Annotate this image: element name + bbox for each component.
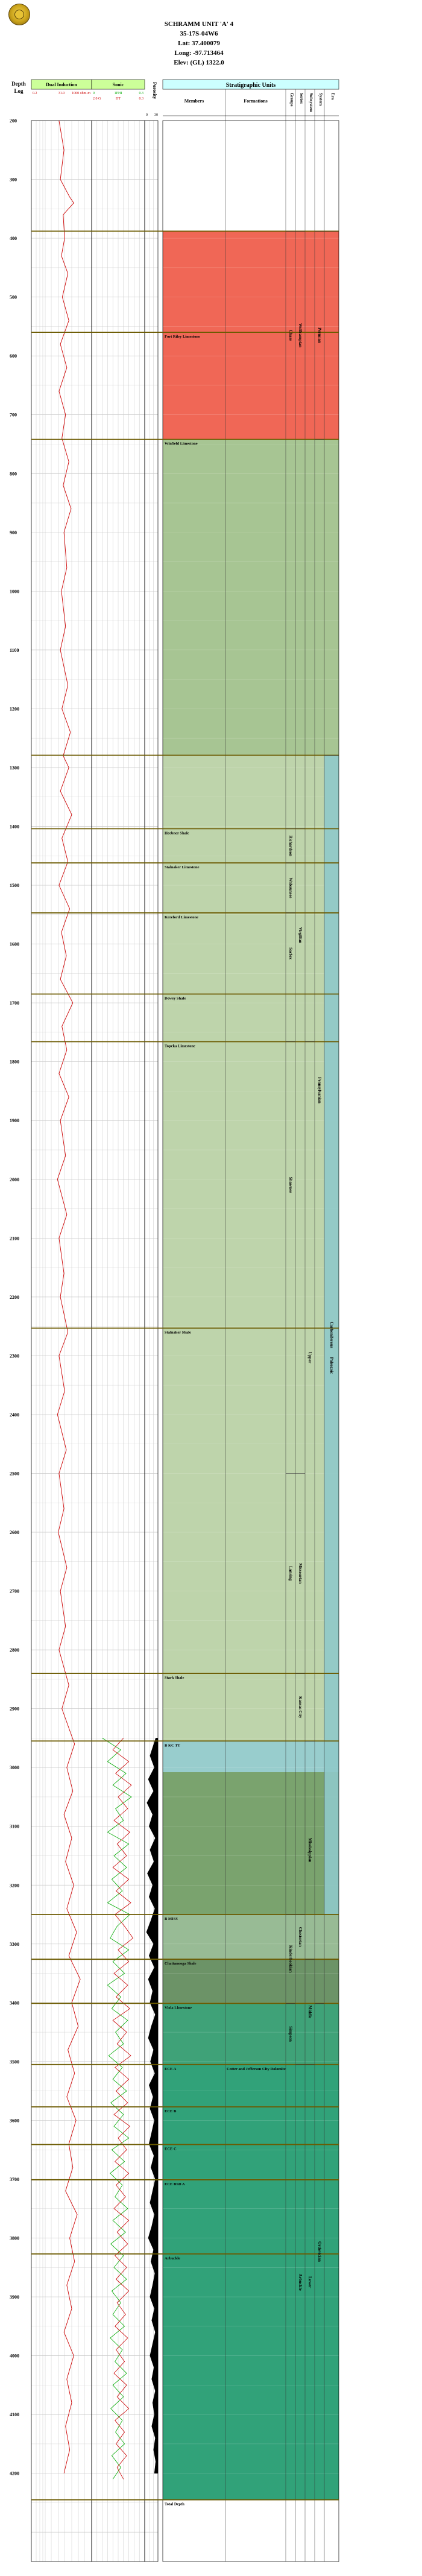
members-label: Members [184,98,204,104]
well-long: Long: -97.713464 [174,49,224,57]
depth-label: 900 [10,529,17,535]
member-label: Viola Limestone [165,2006,192,2010]
well-elev: Elev: (GL) 1322.0 [174,59,224,66]
depth-label: 1300 [10,765,19,771]
depth-label: 3100 [10,1823,19,1829]
strat-col-label-system_col: System [318,93,323,106]
depth-label: 3800 [10,2235,19,2241]
strat-col-label-series_col: Series [299,93,304,104]
member-label: Total Depth [165,2502,184,2507]
strat-col-label-subsystem_col: Subsystem [309,93,313,112]
well-location: 35-17S-04W6 [180,30,218,37]
band-penn-virgil [163,440,339,756]
strat-title: Stratigraphic Units [225,82,276,89]
strat-unit-series: Kansas City [298,1696,303,1719]
depth-label: 800 [10,471,17,477]
formations-label: Formations [244,98,268,104]
member-label: Chattanooga Shale [165,1962,197,1966]
depth-label: 1200 [10,706,19,712]
scale-di-mid: 31.0 [58,92,65,95]
member-label: ECE BSD A [165,2182,185,2186]
depth-label: 3200 [10,1883,19,1889]
depth-label: 200 [10,118,17,124]
strat-unit-subsystem: Mississippian [307,1837,312,1863]
strat-unit-subsystem: Middle [307,2005,312,2019]
member-label: Stark Shale [165,1676,184,1681]
strat-unit-groups: Richardson [288,835,293,857]
strat-unit-groups: Chase [288,329,293,341]
depth-label: 3500 [10,2059,19,2065]
depth-label: 1600 [10,941,19,947]
strat-unit-system: Ordovician [317,2241,322,2262]
depth-label: 2100 [10,1236,19,1242]
member-label: ECE B [165,2109,177,2114]
strat-unit-groups: Lansing [288,1566,293,1581]
depth-label: 1000 [10,589,19,595]
curve-gr [102,1738,131,2479]
strat-unit-subsystem: Lower [307,2276,312,2288]
depth-label: 3600 [10,2118,19,2124]
member-label: ECE A [165,2066,177,2071]
depth-label: 500 [10,294,17,300]
strat-unit-series: Chesterian [298,1927,303,1947]
scale-di-min: 0.2 [33,92,37,95]
member-label: Stalnaker Limestone [165,865,200,870]
member-label: Fort Riley Limestone [165,335,200,339]
depth-label: 1400 [10,824,19,830]
band-penn-missourian [163,755,339,1741]
strat-unit-groups: Sacfox [288,947,293,960]
strat-unit-series: Virgilian [298,927,303,944]
member-label: B KC TT [165,1743,180,1748]
well-lat: Lat: 37.400079 [178,40,220,47]
track-dual-induction [31,121,92,2562]
scale-di-max: 1000 ohm-m [72,92,90,95]
member-label: ECE C [165,2147,177,2151]
depth-label: 700 [10,412,17,418]
member-label: Heebner Shale [165,831,189,836]
scale-sonic-bot-min: 2.0 G [93,97,101,101]
depth-label: 2200 [10,1294,19,1300]
depth-label: 2800 [10,1647,19,1653]
band-chester [163,1915,339,1959]
strat-unit-groups: Simpson [288,2026,293,2042]
strat-unit-series: Missourian [298,1563,303,1584]
member-label: Kereford Limestone [165,915,199,920]
strat-unit-groups: Wabaunsee [288,877,293,898]
scale-sonic-bot-max: 0.3 [139,97,143,101]
depth-label: 1500 [10,883,19,889]
member-label: Stalnaker Shale [165,1330,191,1335]
depth-label: 400 [10,236,17,242]
scale-sonic-top-mid: 1PHI [114,92,122,95]
depth-label: 2700 [10,1588,19,1594]
depth-label: 3700 [10,2176,19,2182]
strat-unit-series: Wolfcampian [298,323,303,348]
curve-dt [113,1738,133,2479]
depth-label: 2500 [10,1471,19,1477]
depth-label: 2600 [10,1530,19,1536]
member-label: Dewey Shale [165,996,186,1001]
strat-unit-era: Paleozoic [329,1357,334,1374]
depth-label: 4000 [10,2353,19,2359]
formation-label: Cotter and Jefferson City Dolomite [227,2066,286,2071]
strat-unit-groups: Shawnee [288,1176,293,1193]
depth-label: 1700 [10,1000,19,1006]
strat-col-label-era_col: Era [330,93,335,100]
depth-label: 3000 [10,1765,19,1771]
strat-unit-groups: Kinderhookian [288,1945,293,1973]
depth-label: 2000 [10,1176,19,1182]
dual-induction-label: Dual Induction [46,82,77,87]
depth-label: 2900 [10,1706,19,1712]
member-label: Arbuckle [165,2256,180,2261]
strat-unit-era: Carboniferous [329,1322,334,1348]
depth-label: 2300 [10,1353,19,1359]
porosity-label: Porosity [152,82,157,99]
strat-unit-system: Permian [317,327,322,343]
depth-label: 4200 [10,2470,19,2477]
scale-sonic-top-max: 0.3 [139,92,143,95]
strat-unit-system: Pennsylvanian [317,1077,322,1103]
strat-unit-subsystem: Upper [307,1351,312,1363]
depth-label: 3400 [10,2000,19,2006]
depth-label: 1800 [10,1059,19,1065]
scale-por-max: 30 [154,113,158,117]
sonic-label: Sonic [112,82,124,87]
depth-label: 3300 [10,1941,19,1947]
scale-sonic-bot-mid: DT [116,97,121,101]
member-label: B MISS [165,1917,178,1922]
well-name: SCHRAMM UNIT 'A' 4 [164,21,234,28]
scale-sonic-top-min: 0 [93,92,95,95]
depth-label: 1900 [10,1118,19,1124]
strat-col-label-groups_col: Groups [289,93,294,107]
depth-label: 2400 [10,1412,19,1418]
depth-label: 4100 [10,2412,19,2418]
depth-label: 1100 [10,647,19,653]
log-col-label: Log [14,88,24,94]
curve-porosity-fill [146,1738,158,2473]
strat-unit-series: Arbuckle [298,2273,303,2291]
depth-label: 300 [10,177,17,183]
depth-label: 3900 [10,2294,19,2300]
scale-por-min: 0 [146,113,148,117]
depth-col-label: Depth [11,81,26,87]
member-label: Topeka Limestone [165,1044,195,1049]
depth-label: 600 [10,353,17,359]
member-label: Winfield Limestone [165,441,198,446]
